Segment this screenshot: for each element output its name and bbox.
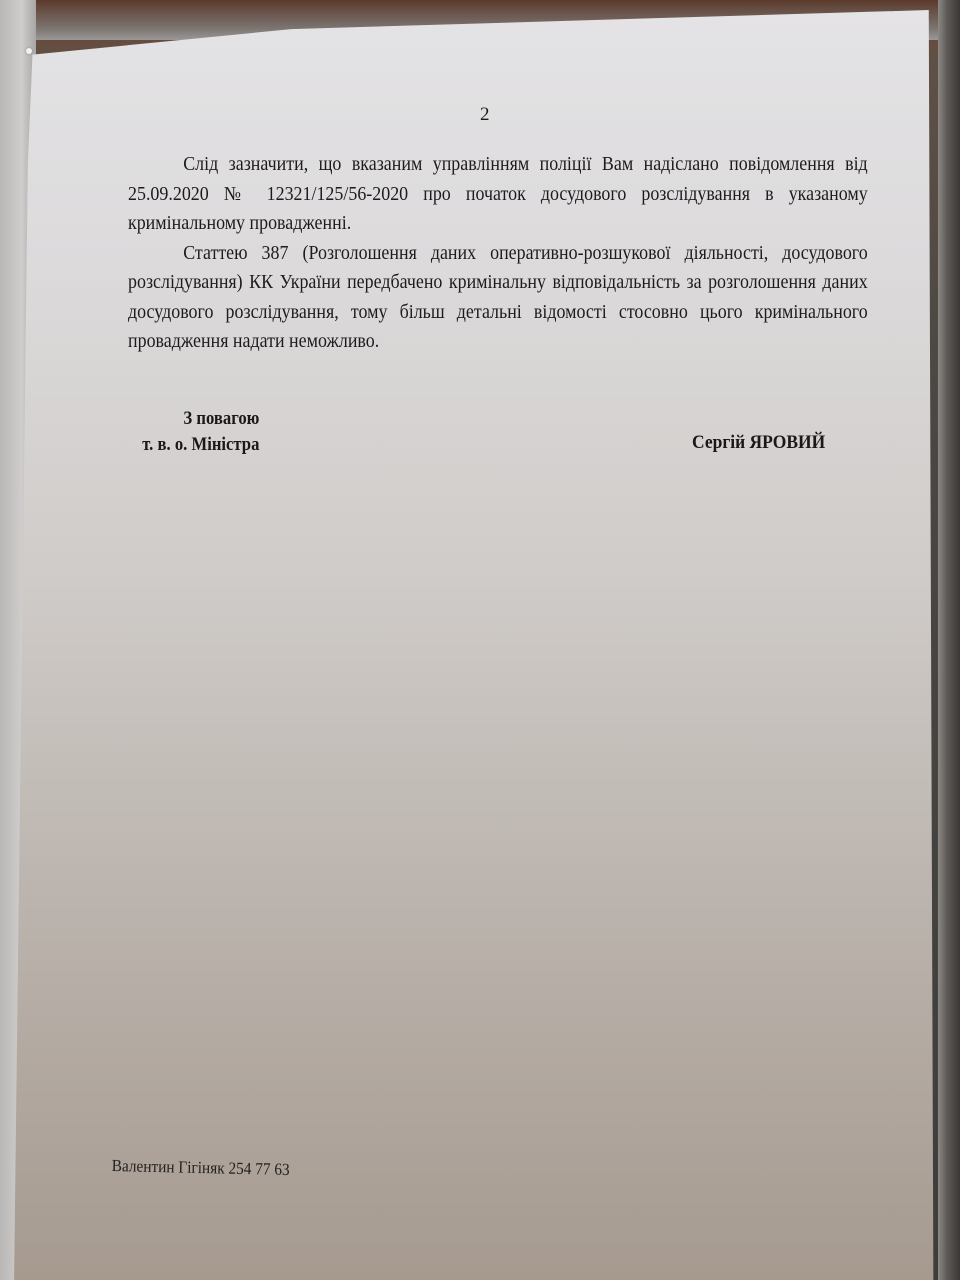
paragraph-article-387: Статтею 387 (Розголошення даних оперативно-розшукової діяльності, досудового розслідування) КК України передбачено кримінальну відповідальність за розголошення даних досудового розслідування, тому більш детальні відомості стосовно цього кримінального провадження надати неможливо. xyxy=(128,242,868,352)
page-number: 2 xyxy=(480,104,490,125)
staple-hole-icon xyxy=(26,48,32,54)
page-stack-edge xyxy=(938,0,960,1280)
signature-block xyxy=(128,406,259,458)
executor-contact: Валентин Гігіняк 254 77 63 xyxy=(111,1156,290,1180)
letter-body xyxy=(128,150,868,357)
paragraph-notice: Слід зазначити, що вказаним управлінням поліції Вам надіслано повідомлення від 25.09.2020 № 12321/125/56-2020 про початок досудового розслідування в указаному кримінальному провадженні. xyxy=(128,154,868,234)
signatory-position: т. в. о. Міністра xyxy=(142,435,260,455)
signatory-name: Сергій ЯРОВИЙ xyxy=(692,432,826,453)
closing-phrase: З повагою xyxy=(183,409,260,429)
